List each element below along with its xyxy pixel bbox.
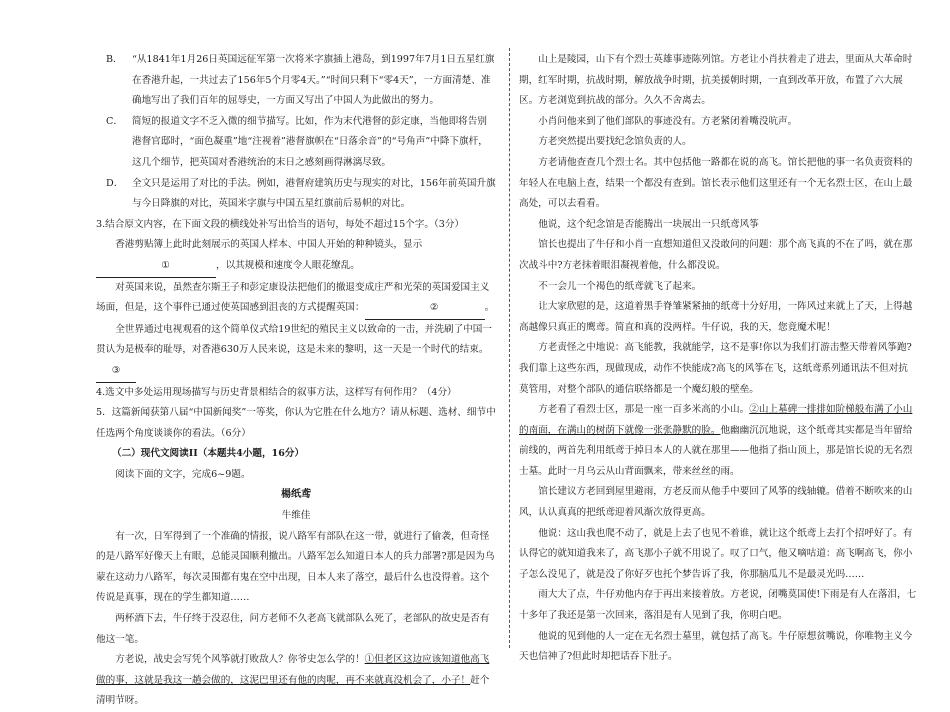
para3-text-a: 方老说，战史会写凭个风筝就打败敌人？你爷史怎么学的！ [115,654,365,666]
option-b [96,50,496,112]
r10-underlined: ②山上墓碑一排排如阶梯般布满了小山的南面，在满山的树荫下就像一张张静默的脸。 [519,404,913,436]
right-paragraph-1: 山上是陵园，山下有个烈士英雄事迹陈列馆。方老让小肖扶着走了进去，里面从大革命时期，红军时期，抗战时期，解放战争时期，抗美援朝时期，一直到改革开放，布置了六大展区。方老浏览到抗战的部分。久久不舍离去。 [519,54,913,107]
right-paragraph-8: 让大家欣慰的是，这道着黑手脊雏紧紧抽的纸鸢十分好用，一阵风过来就上了天，上得越高越像只真正的鹰鸢。简直和真的没两样。牛仔说，我的天，您竟魔术呢！ [519,301,913,333]
story-paragraph-3 [96,650,496,712]
story-title: 楊纸鸢 [281,489,311,501]
right-paragraph-12: 他说：这山我也爬不动了，就是上去了也见不着谁，就让这个纸鸢上去打个招呼好了。有认得它的就知道我来了，高飞那小子就不用说了。叹了口气，他又嘀咕道：高飞啊高飞，你小子怎么没见了，就是没了你好歹也托个梦告诉了我，你那脑瓜儿不是最灵光吗…… [519,527,913,580]
q3-blank-2[interactable]: ② [365,298,485,320]
option-c [96,112,496,174]
q3-p2-text-b: 。 [484,302,495,314]
para3-underlined: ①但老区这边应该知道他高飞做的事，这就是我这一趟会做的，这泥巴里还有他的肉呢，再不来就真没机会了，小子！ [96,654,490,686]
option-c-text: 简短的报道文字不乏入微的细节描写。比如，作为末代港督的彭定康，当他即将告别港督官邸时，“面色凝重”地“注视着”港督旗帜在“日落余音”的“号角声”中降下旗杆，这几个细节，把英国对香港统治的末日之感刻画得淋漓尽致。 [132,115,488,168]
story-paragraph-1: 有一次，日军得到了一个准确的情报，说八路军有部队在这一带，就进行了偷袭，但奇怪的是八路军好像天上有眼，总能灵国顺利撤出。八路军怎么知道日本人的兵力部署?那是因为乌蒙在这动力八路军，每次灵围都有鬼在空中出现，日本人来了落空，最后什么也没得着。这个传说是真事，现在的学生都知道…… [96,530,495,604]
right-column [519,50,917,668]
right-paragraph-2: 小肖问他来到了他们部队的事迹没有。方老紧闭着嘴没吭声。 [538,115,798,127]
q3-paragraph-1 [96,235,496,277]
q3-paragraph-3 [96,320,496,361]
q3-p2-text-a: 对英国来说，虽然查尔斯王子和彭定康设法把他们的撤退变成庄严和光荣的英国爱国主义场面，但是，这个事件已通过使英国感到沮丧的方式提醒英国： [96,281,490,314]
option-b-text: “从1841年1月26日英国远征军第一次将米字旗插上港岛，到1997年7月1日五星红旗在香港升起，一共过去了156年5个月零4天。”“时间只剩下“零4天”，一方面清楚、准确地写出了我们百年的屈辱史，一方面又写出了中国人为此做出的努力。 [132,54,495,107]
q3-paragraph-2 [96,278,496,320]
question-5: 5．这篇新闻获第八届“中国新闻奖”一等奖，你认为它胜在什么地方？请从标题、选材、细节中任选两个角度谈谈你的看法。（6分） [96,407,496,439]
q3-blank-3[interactable]: ③ [96,361,136,383]
story-paragraph-2: 两杯酒下去，牛仔终于没忍住，问方老师不久老高飞就部队么死了，老部队的故史是否有他这一笔。 [96,613,490,645]
q3-blank-3-line [96,361,496,383]
r10-text-a: 方老看了看烈士区，那是一座一百多米高的小山。 [538,404,750,416]
question-4: 4.选文中多处运用现场描写与历史背景相结合的叙事方法，这样写有何作用？（4分） [96,386,457,398]
section-2-heading: （二）现代文阅读II（本题共4小题，16分） [112,448,305,460]
right-paragraph-11: 馆长建议方老回到屋里避雨，方老反而从他手中要回了风筝的线轴辘。借着不断吹来的山风，认认真真的把纸鸢迎着风渐次放得更高。 [519,486,913,519]
right-paragraph-9: 方老责怪之中地说：高飞能教，我就能学，这不是事!你以为我们打游击整天带着风筝跑?我们靠上这些东西，现做现成，动作不快能成?高飞的风筝在飞，这纸鸢系列通讯法不但对抗莫管用，对整个部队的通信联络都是一个魔幻般的壁垒。 [519,342,912,395]
q3-p1-text-a: 香港剪贴簿上此时此刻展示的英国人样本、中国人开始的种种镜头，显示 [115,239,423,251]
q3-p3-text: 全世界通过电视观看的这个简单仪式给19世纪的殖民主义以致命的一击，并洗刷了中国一贯认为是极奉的耻辱，对香港630万人民来说，这是未来的黎明，这一天是一个时代的结束。 [96,323,492,356]
option-b-label: B． [106,54,123,65]
q3-p1-text-b: ，以其规模和速度令人眼花缭乱。 [216,259,360,271]
para3-text-b: 赶个清明节呀。 [96,674,490,707]
right-paragraph-5: 他说，这个纪念馆是否能腾出一块展出一只纸鸢风筝 [538,218,759,230]
q3-blank-1[interactable]: ① [96,256,216,278]
reading-instruction: 阅读下面的文字，完成6~9题。 [115,468,251,480]
r10-text-b: 他幽幽沉沉地说，这个纸鸢其实都是当年留给前线的，两首先利用纸鸢于掉日本人的人就在那里——他指了指山顶上，那是馆长说的无名烈士墓。此时一月乌云从山背面飘来，带来丝丝的雨。 [519,424,913,477]
option-d-label: D． [106,177,124,189]
right-paragraph-10 [519,400,917,482]
right-paragraph-6: 馆长也提出了牛仔和小肖一直想知道但又没敢问的问题：那个高飞真的不在了吗，就在那次战斗中?方老抹着眼泪凝视着他，什么都没说。 [519,239,913,271]
question-3: 3.结合原文内容，在下面文段的横线处补写出恰当的语句，每处不超过15个字。（3分） [96,218,465,230]
column-divider [509,48,510,648]
option-d-text: 全文只是运用了对比的手法。例如，港督府建筑历史与现实的对比，156年前英国升旗与今日降旗的对比，英国米字旗与中国五星红旗前后易帜的对比。 [132,177,496,210]
right-paragraph-13: 雨大大了点，牛仔劝他内存于再出来接着放。方老说，闭嘴莫国使!下雨是有人在落泪，七十多年了我还是第一次回来，落泪是有人见到了我，你明白吧。 [519,589,917,622]
option-d [96,174,496,215]
right-paragraph-7: 不一会儿一个褐色的纸鸢就飞了起来。 [538,280,702,292]
right-paragraph-4: 方老请他查查几个烈士名。其中包括他一路都在说的高飞。馆长把他的事一名负责资料的年轻人在电脑上查，结果一个都没有查到。馆长表示他们这里还有一个无名烈士区，在山上最高处，可以去看看。 [519,156,913,210]
option-c-label: C． [106,115,123,127]
right-paragraph-3: 方老突然提出要找纪念馆负责的人。 [538,136,692,148]
story-author: 牛维佳 [281,510,311,522]
left-column [96,50,496,712]
right-paragraph-14: 他说的见到他的人一定在无名烈士墓里，就包括了高飞。牛仔原想贫嘴说，你唯物主义今天也信神了?但此时却把话吞下肚子。 [519,630,913,663]
